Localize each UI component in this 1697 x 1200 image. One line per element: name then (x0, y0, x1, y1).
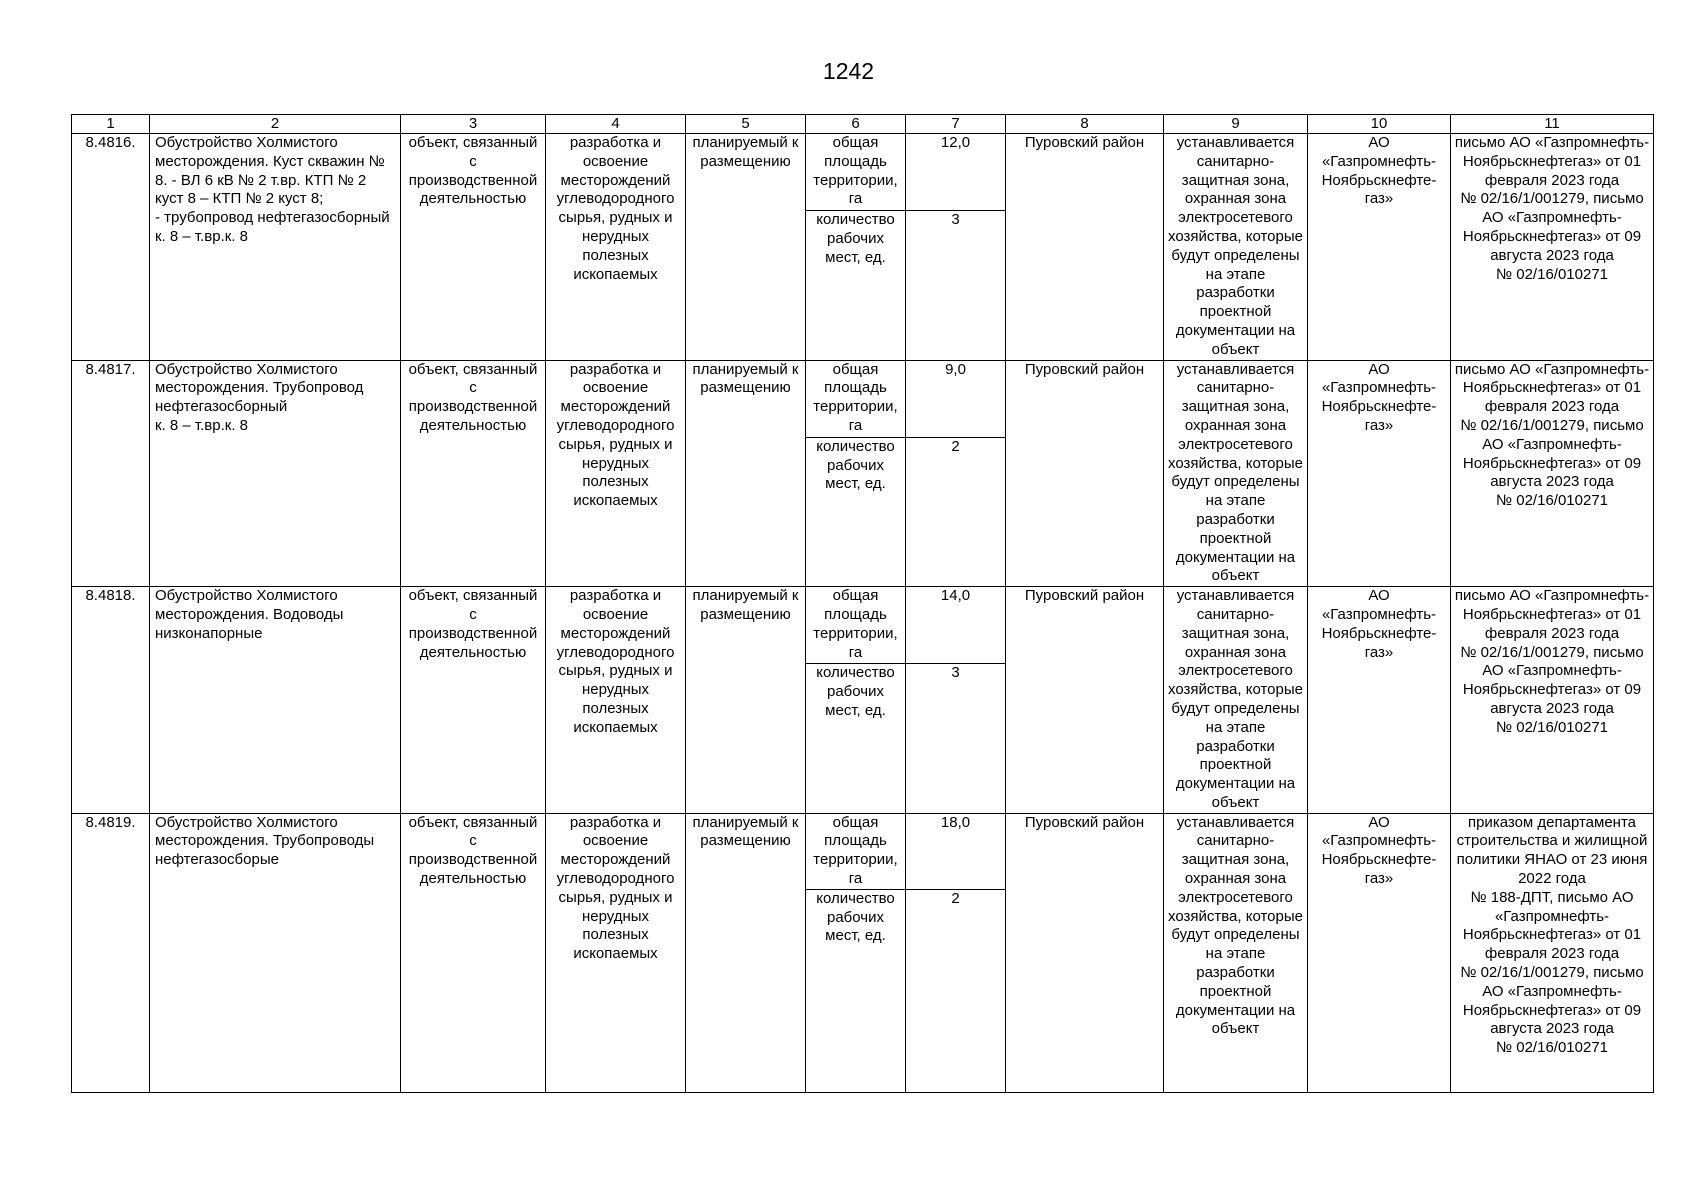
param-jobs-label: количество рабочих мест, ед. (806, 664, 906, 813)
object-status: планируемый к размещению (686, 587, 806, 814)
owner: АО «Газпромнефть-Ноябрьскнефте-газ» (1308, 587, 1451, 814)
column-header: 6 (806, 115, 906, 134)
param-jobs-value: 3 (906, 211, 1006, 360)
header-row (72, 115, 1654, 134)
object-type: объект, связанный с производственной деятельностью (401, 360, 546, 587)
zones: устанавливается санитарно-защитная зона, охранная зона электросетевого хозяйства, которые будут определены на этапе разработки проектной документации на объект (1164, 134, 1308, 361)
column-header: 7 (906, 115, 1006, 134)
param-area-label: общая площадь территории, га (806, 134, 906, 211)
owner: АО «Газпромнефть-Ноябрьскнефте-газ» (1308, 360, 1451, 587)
param-jobs-value: 2 (906, 889, 1006, 1092)
table-row (72, 360, 1654, 437)
column-header: 10 (1308, 115, 1451, 134)
param-jobs-value: 2 (906, 437, 1006, 586)
location: Пуровский район (1006, 587, 1164, 814)
row-id: 8.4818. (72, 587, 150, 814)
row-id: 8.4817. (72, 360, 150, 587)
column-header: 2 (150, 115, 401, 134)
param-jobs-label: количество рабочих мест, ед. (806, 211, 906, 360)
object-purpose: разработка и освоение месторождений углеводородного сырья, рудных и нерудных полезных ископаемых (546, 134, 686, 361)
object-purpose: разработка и освоение месторождений углеводородного сырья, рудных и нерудных полезных ископаемых (546, 587, 686, 814)
basis: приказом департамента строительства и жилищной политики ЯНАО от 23 июня 2022 года № 188-ДПТ, письмо АО «Газпромнефть-Ноябрьскнефтегаз» от 01 февраля 2023 года № 02/16/1/001279, письмо АО «Газпромнефть-Ноябрьскнефтегаз» от 09 августа 2023 года № 02/16/010271 (1451, 813, 1654, 1092)
param-area-label: общая площадь территории, га (806, 360, 906, 437)
table-row (72, 813, 1654, 889)
table-row (72, 134, 1654, 211)
object-name: Обустройство Холмистого месторождения. Куст скважин № 8. - ВЛ 6 кВ № 2 т.вр. КТП № 2 куст 8 – КТП № 2 куст 8; - трубопровод нефтегазосборный к. 8 – т.вр.к. 8 (150, 134, 401, 361)
object-status: планируемый к размещению (686, 813, 806, 1092)
object-status: планируемый к размещению (686, 134, 806, 361)
object-name: Обустройство Холмистого месторождения. Трубопроводы нефтегазосборые (150, 813, 401, 1092)
basis: письмо АО «Газпромнефть-Ноябрьскнефтегаз» от 01 февраля 2023 года № 02/16/1/001279, письмо АО «Газпромнефть-Ноябрьскнефтегаз» от 09 августа 2023 года № 02/16/010271 (1451, 587, 1654, 814)
object-purpose: разработка и освоение месторождений углеводородного сырья, рудных и нерудных полезных ископаемых (546, 360, 686, 587)
location: Пуровский район (1006, 813, 1164, 1092)
param-area-label: общая площадь территории, га (806, 813, 906, 889)
param-jobs-label: количество рабочих мест, ед. (806, 889, 906, 1092)
object-status: планируемый к размещению (686, 360, 806, 587)
param-area-value: 9,0 (906, 360, 1006, 437)
param-area-label: общая площадь территории, га (806, 587, 906, 664)
param-area-value: 12,0 (906, 134, 1006, 211)
column-header: 4 (546, 115, 686, 134)
column-header: 1 (72, 115, 150, 134)
table-row (72, 587, 1654, 664)
object-name: Обустройство Холмистого месторождения. Трубопровод нефтегазосборный к. 8 – т.вр.к. 8 (150, 360, 401, 587)
object-purpose: разработка и освоение месторождений углеводородного сырья, рудных и нерудных полезных ископаемых (546, 813, 686, 1092)
location: Пуровский район (1006, 134, 1164, 361)
owner: АО «Газпромнефть-Ноябрьскнефте-газ» (1308, 813, 1451, 1092)
owner: АО «Газпромнефть-Ноябрьскнефте-газ» (1308, 134, 1451, 361)
column-header: 9 (1164, 115, 1308, 134)
object-type: объект, связанный с производственной деятельностью (401, 587, 546, 814)
basis: письмо АО «Газпромнефть-Ноябрьскнефтегаз» от 01 февраля 2023 года № 02/16/1/001279, письмо АО «Газпромнефть-Ноябрьскнефтегаз» от 09 августа 2023 года № 02/16/010271 (1451, 134, 1654, 361)
object-name: Обустройство Холмистого месторождения. Водоводы низконапорные (150, 587, 401, 814)
basis: письмо АО «Газпромнефть-Ноябрьскнефтегаз» от 01 февраля 2023 года № 02/16/1/001279, письмо АО «Газпромнефть-Ноябрьскнефтегаз» от 09 августа 2023 года № 02/16/010271 (1451, 360, 1654, 587)
param-jobs-label: количество рабочих мест, ед. (806, 437, 906, 586)
column-header: 3 (401, 115, 546, 134)
location: Пуровский район (1006, 360, 1164, 587)
row-id: 8.4816. (72, 134, 150, 361)
param-jobs-value: 3 (906, 664, 1006, 813)
column-header: 11 (1451, 115, 1654, 134)
row-id: 8.4819. (72, 813, 150, 1092)
param-area-value: 14,0 (906, 587, 1006, 664)
column-header: 8 (1006, 115, 1164, 134)
object-type: объект, связанный с производственной деятельностью (401, 813, 546, 1092)
column-header: 5 (686, 115, 806, 134)
page-number: 1242 (822, 58, 875, 84)
zones: устанавливается санитарно-защитная зона, охранная зона электросетевого хозяйства, которые будут определены на этапе разработки проектной документации на объект (1164, 360, 1308, 587)
zones: устанавливается санитарно-защитная зона, охранная зона электросетевого хозяйства, которые будут определены на этапе разработки проектной документации на объект (1164, 587, 1308, 814)
object-type: объект, связанный с производственной деятельностью (401, 134, 546, 361)
zones: устанавливается санитарно-защитная зона, охранная зона электросетевого хозяйства, которые будут определены на этапе разработки проектной документации на объект (1164, 813, 1308, 1092)
registry-table (71, 114, 1654, 1093)
param-area-value: 18,0 (906, 813, 1006, 889)
